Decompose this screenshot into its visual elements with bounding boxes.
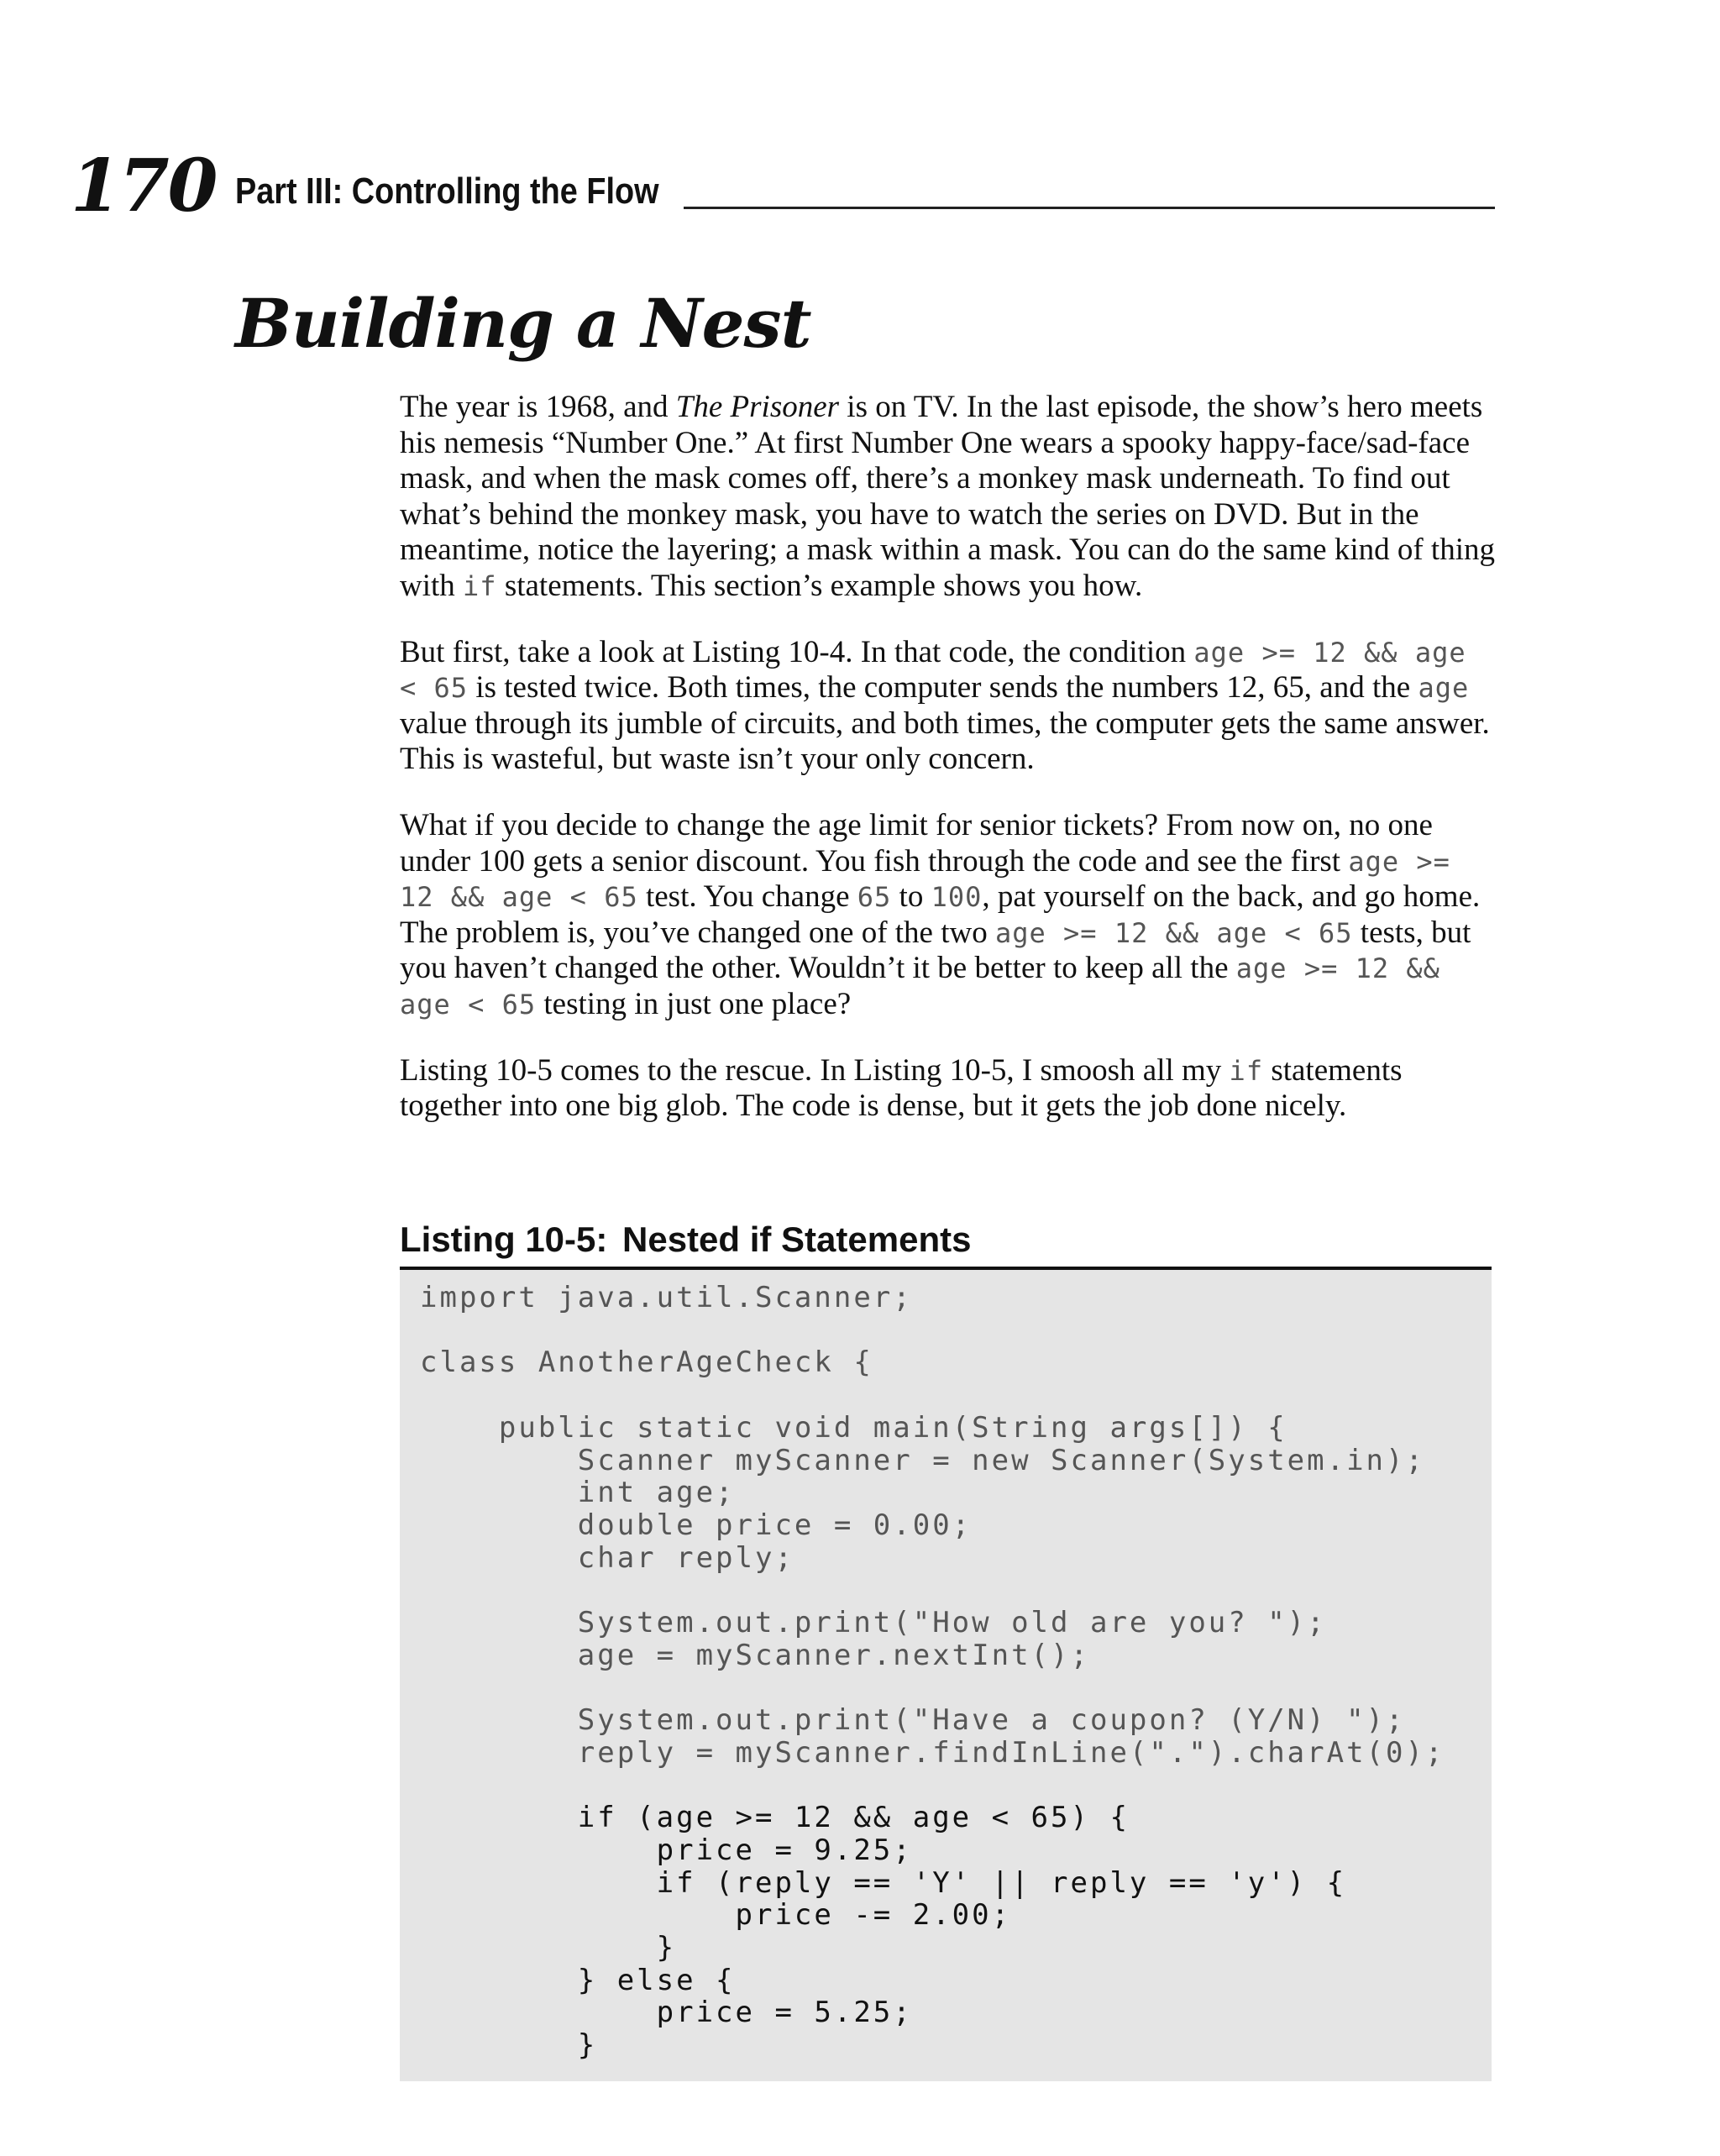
code-listing [400,1216,1492,2081]
listing-number: Listing 10-5: [400,1220,608,1259]
p3-text-f: testing in just one place? [536,986,852,1021]
p3-text-d: , pat yourself on the back, and go home. The problem is, you’ve changed one of the two [400,879,1481,950]
p4-text-b: statements together into one big glob. The code is dense, but it gets the job done nicely. [400,1052,1403,1124]
p3-code-4: age >= 12 && age < 65 [994,916,1353,949]
code-block [400,1270,1492,2081]
p3-code-3: 100 [931,881,983,914]
code-text-part-2: if (age >= 12 && age < 65) { price = 9.25; if (reply == 'Y' || reply == 'y') { price -= 2.00; } } else { price = 5.25; } [577,1801,1347,2063]
p1-code: if [463,569,497,602]
page-header [71,144,1495,228]
code-text-part-1: import java.util.Scanner; class AnotherAgeCheck { public static void main(String args[]) { Scanner myScanner = new Scanner(System.in); int age; double price = 0.00; char reply; System.out.print("How old are you? "); age = myScanner.nextInt(); System.out.print("Have a coupon? (Y/N) "); reply = myScanner.findInLine(".").charAt(0); [420,1281,1445,1770]
body-text [400,390,1500,1125]
section-title: Building a Nest [235,284,811,363]
running-head: Part III: Controlling the Flow [235,170,659,212]
p3-text-a: What if you decide to change the age limit for senior tickets? From now on, no one under 100 gets a senior discount. You fish through the code and see the first [400,807,1433,879]
paragraph-4 [400,1053,1500,1125]
p2-text-b: is tested twice. Both times, the computer sends the numbers 12, 65, and the [468,670,1418,706]
paragraph-3 [400,808,1500,1023]
p4-text-a: Listing 10-5 comes to the rescue. In Listing 10-5, I smoosh all my [400,1052,1230,1088]
p3-code-5: age >= 12 && age < 65 [400,952,1440,1020]
paragraph-2 [400,635,1500,778]
p3-text-e: tests, but you haven’t changed the other. Wouldn’t it be better to keep all the [400,915,1471,986]
header-rule [684,207,1495,209]
p2-code-1: age >= 12 && age < 65 [400,636,1466,705]
p3-text-c: to [891,879,931,915]
p1-italic-title: The Prisoner [675,390,840,424]
p2-text-c: value through its jumble of circuits, and both times, the computer gets the same answer. This is wasteful, but waste isn’t your only concern. [400,706,1490,777]
page-number: 170 [71,144,217,228]
p3-text-b: test. You change [637,879,857,915]
p1-text-b: is on TV. In the last episode, the show’s hero meets his nemesis “Number One.” At first Number One wears a spooky happy-face/sad-face mask, and when the mask comes off, there’s a monkey mask underneath. To find out what’s behind the monkey mask, you have to watch the series on DVD. But in the meantime, notice the layering; a mask within a mask. You can do the same kind of thing with [400,390,1495,603]
listing-title: Nested if Statements [622,1220,972,1259]
p2-text-a: But first, take a look at Listing 10-4. In that code, the condition [400,634,1194,669]
p4-code: if [1229,1054,1264,1087]
p1-text-c: statements. This section’s example shows you how. [496,568,1143,603]
p1-text-a: The year is 1968, and [400,390,676,424]
p3-code-1: age >= 12 && age < 65 [400,845,1450,914]
listing-caption [400,1216,1492,1270]
p2-code-2: age [1418,672,1470,705]
paragraph-1 [400,390,1500,605]
p3-code-2: 65 [857,881,892,914]
